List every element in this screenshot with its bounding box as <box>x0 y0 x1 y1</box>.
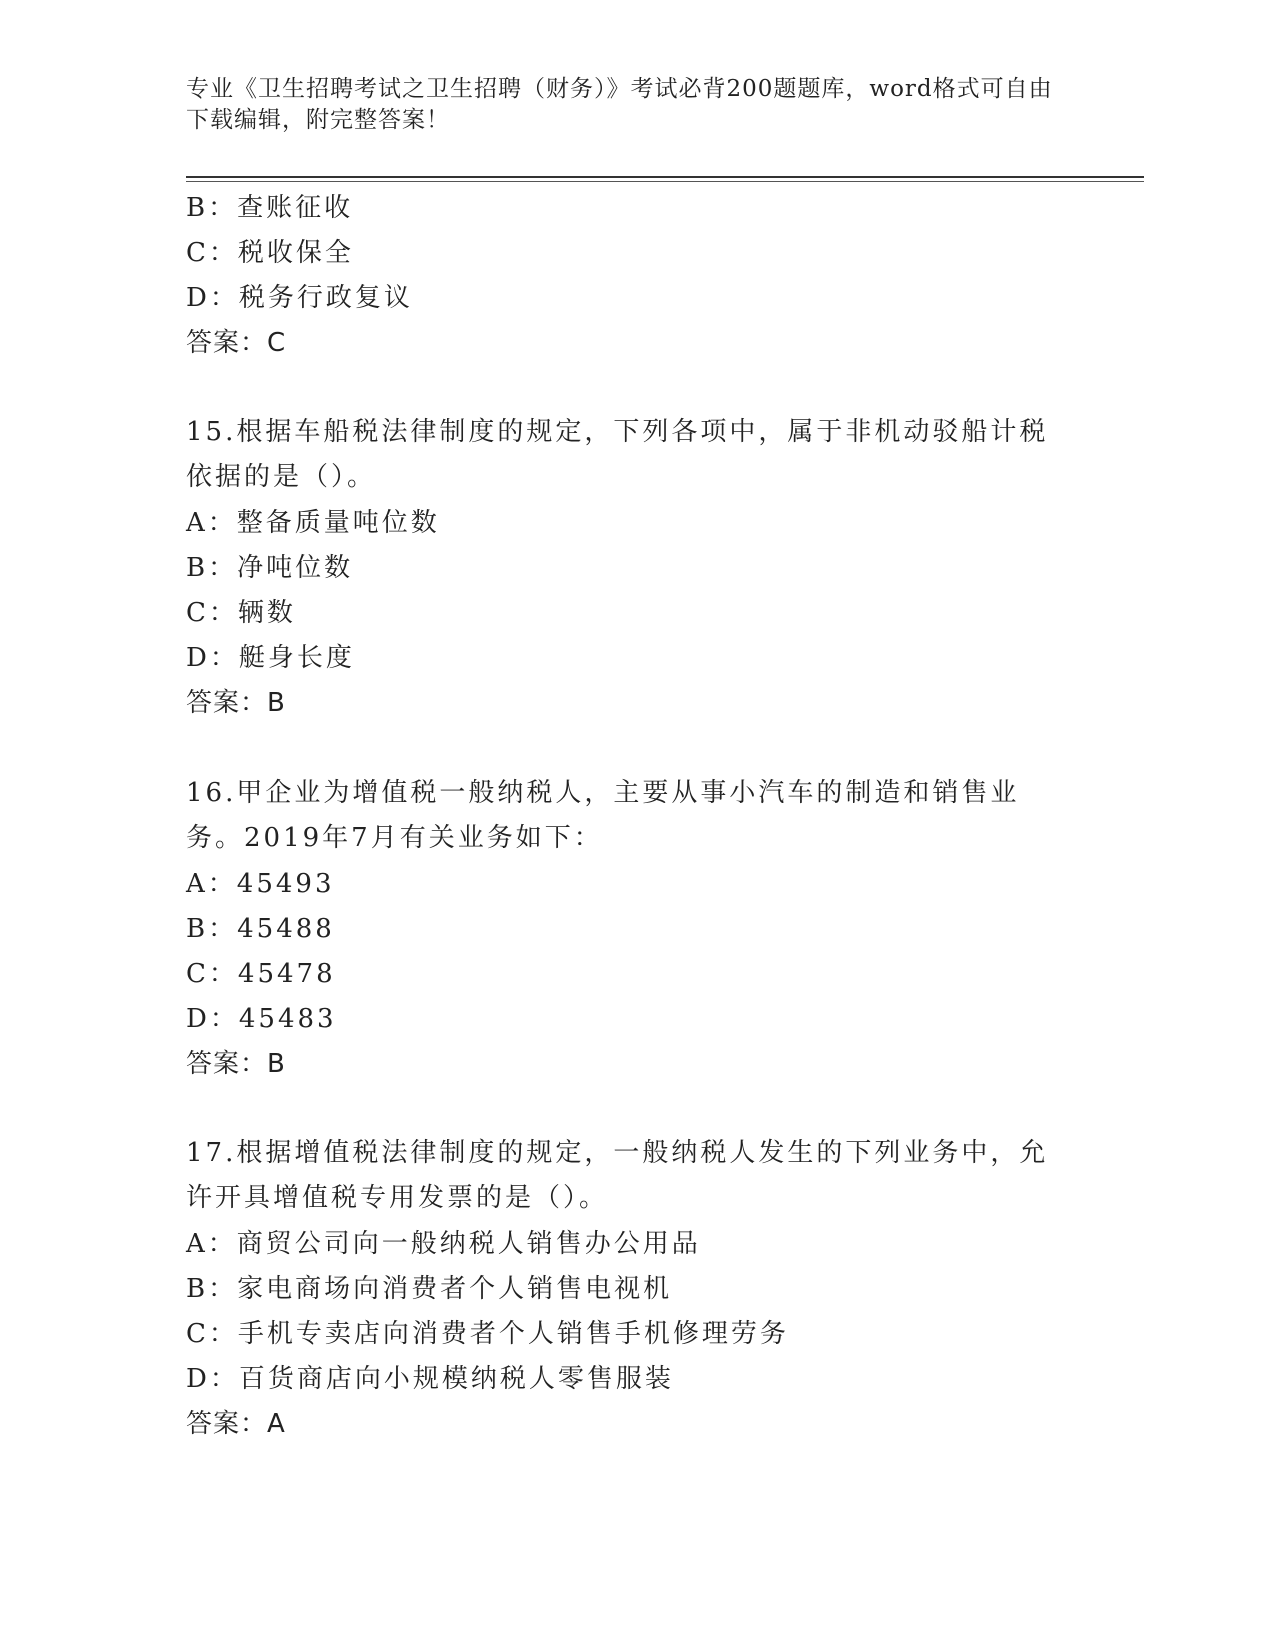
option-text: 整备质量吨位数 <box>236 508 440 538</box>
option-d <box>186 642 355 674</box>
option-d <box>186 282 413 314</box>
answer-line: 答案：B <box>186 1049 286 1079</box>
option-label: C： <box>186 1319 238 1349</box>
option-label: B： <box>186 1274 238 1304</box>
answer-line: 答案：B <box>186 688 286 718</box>
option-label: A： <box>186 869 237 899</box>
option-a <box>186 868 335 900</box>
option-text: 家电商场向消费者个人销售电视机 <box>237 1274 673 1304</box>
option-text: 45488 <box>237 914 335 944</box>
option-c <box>186 237 354 269</box>
question-16-text: 16.甲企业为增值税一般纳税人，主要从事小汽车的制造和销售业务。2019年7月有关业务如下： <box>186 778 1020 853</box>
document-header: 专业《卫生招聘考试之卫生招聘（财务）》考试必背200题题库，word格式可自由下载编辑，附完整答案！ <box>186 76 1053 133</box>
option-text: 税务行政复议 <box>238 283 413 313</box>
answer-line: 答案：C <box>186 328 287 358</box>
option-text: 辆数 <box>237 598 296 628</box>
answer-line: 答案：A <box>186 1409 286 1439</box>
option-label: B： <box>186 193 238 223</box>
option-b <box>186 552 353 584</box>
option-label: D： <box>186 283 239 313</box>
option-label: D： <box>186 643 239 673</box>
option-label: D： <box>186 1364 239 1394</box>
option-label: C： <box>186 598 238 628</box>
option-text: 商贸公司向一般纳税人销售办公用品 <box>236 1229 701 1259</box>
option-text: 查账征收 <box>237 193 354 223</box>
header-rule-thin <box>186 181 1144 182</box>
option-text: 45483 <box>238 1004 337 1034</box>
option-a <box>186 507 440 539</box>
option-label: A： <box>186 508 237 538</box>
option-c <box>186 958 336 990</box>
option-label: B： <box>186 914 238 944</box>
option-text: 手机专卖店向消费者个人销售手机修理劳务 <box>237 1319 789 1349</box>
option-text: 税收保全 <box>237 238 354 268</box>
option-label: C： <box>186 238 238 268</box>
option-a <box>186 1228 701 1260</box>
option-text: 净吨位数 <box>237 553 354 583</box>
question-15-text: 15.根据车船税法律制度的规定，下列各项中，属于非机动驳船计税依据的是（）。 <box>186 417 1049 492</box>
option-b <box>186 1273 672 1305</box>
option-text: 45478 <box>237 959 336 989</box>
option-d <box>186 1003 337 1035</box>
option-c <box>186 597 296 629</box>
option-text: 百货商店向小规模纳税人零售服装 <box>238 1364 674 1394</box>
option-b <box>186 192 353 224</box>
option-c <box>186 1318 789 1350</box>
header-rule-thick <box>186 176 1144 178</box>
question-17-text: 17.根据增值税法律制度的规定，一般纳税人发生的下列业务中，允许开具增值税专用发票的是（）。 <box>186 1138 1049 1213</box>
option-d <box>186 1363 674 1395</box>
option-b <box>186 913 335 945</box>
option-label: B： <box>186 553 238 583</box>
option-text: 45493 <box>236 869 335 899</box>
option-label: D： <box>186 1004 239 1034</box>
option-label: C： <box>186 959 238 989</box>
option-text: 艇身长度 <box>238 643 355 673</box>
option-label: A： <box>186 1229 237 1259</box>
